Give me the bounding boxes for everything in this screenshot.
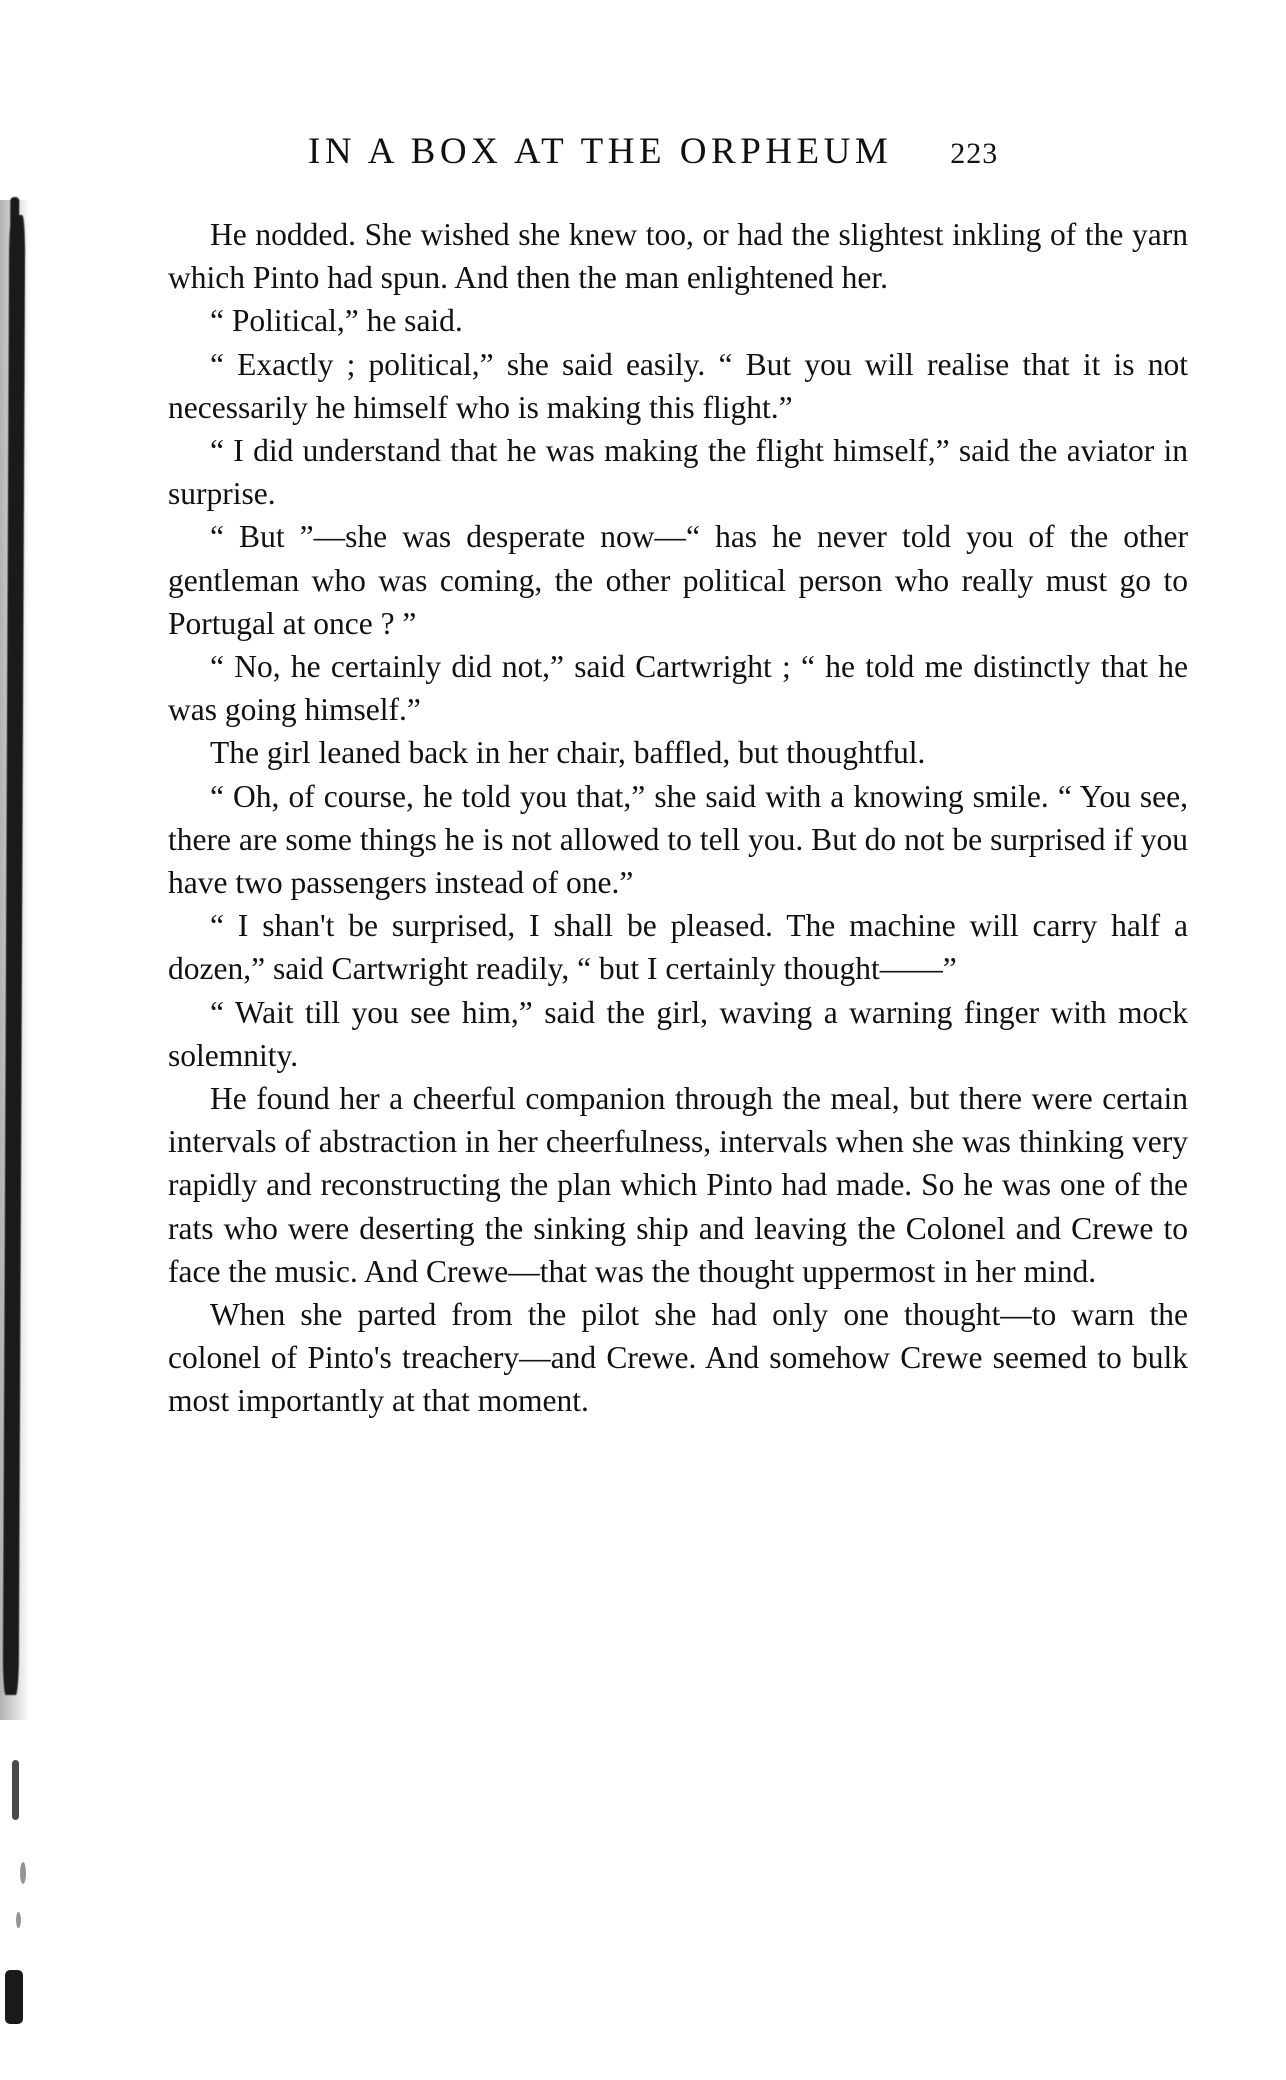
scan-speck (16, 1912, 21, 1928)
scan-speck (20, 1862, 26, 1884)
paragraph: “ Political,” he said. (210, 303, 463, 339)
paragraph: “ I did understand that he was making the flight himself,” said the aviator in surprise. (168, 433, 1188, 512)
paragraph: “ Oh, of course, he told you that,” she said with a knowing smile. “ You see, there are some things he is not allowed to tell you. But do not be surprised if you have two passengers instead of one.” (168, 778, 1188, 901)
paragraph: When she parted from the pilot she had only one thought—to warn the colonel of Pinto's treachery—and Crewe. And somehow Crewe seemed to bulk most importantly at that moment. (168, 1297, 1188, 1419)
gutter-speck (12, 1760, 19, 1820)
paragraph: He found her a cheerful companion through the meal, but there were certain intervals of abstraction in her cheerfulness, intervals when she was thinking very rapidly and reconstructing the plan which Pinto had made. So he was one of the rats who were deserting the sinking ship and leaving the Colonel and Crewe to face the music. And Crewe—that was the thought uppermost in her mind. (168, 1081, 1188, 1289)
gutter-bottom-mark (5, 1970, 23, 2024)
page-number: 223 (950, 137, 999, 170)
paragraph: “ Wait till you see him,” said the girl, waving a warning finger with mock solemnity. (168, 994, 1188, 1073)
paragraph: He nodded. She wished she knew too, or had the slightest inkling of the yarn which Pinto had spun. And then the man enlightened her. (168, 217, 1188, 296)
body-text (168, 213, 1188, 1423)
paragraph: “ I shan't be surprised, I shall be pleased. The machine will carry half a dozen,” said Cartwright readily, “ but I certainly thought——” (168, 908, 1188, 987)
page-title: IN A BOX AT THE ORPHEUM (308, 131, 893, 172)
running-head (308, 130, 1188, 173)
paragraph: “ Exactly ; political,” she said easily. “ But you will realise that it is not necessarily he himself who is making this flight.” (168, 346, 1188, 425)
paragraph: “ But ”—she was desperate now—“ has he never told you of the other gentleman who was coming, the other political person who really must go to Portugal at once ? ” (168, 519, 1188, 641)
gutter-dark-edge (3, 215, 25, 1695)
paragraph: “ No, he certainly did not,” said Cartwright ; “ he told me distinctly that he was going himself.” (168, 649, 1188, 728)
page-content (168, 130, 1188, 1423)
paragraph: The girl leaned back in her chair, baffled, but thoughtful. (210, 735, 926, 771)
